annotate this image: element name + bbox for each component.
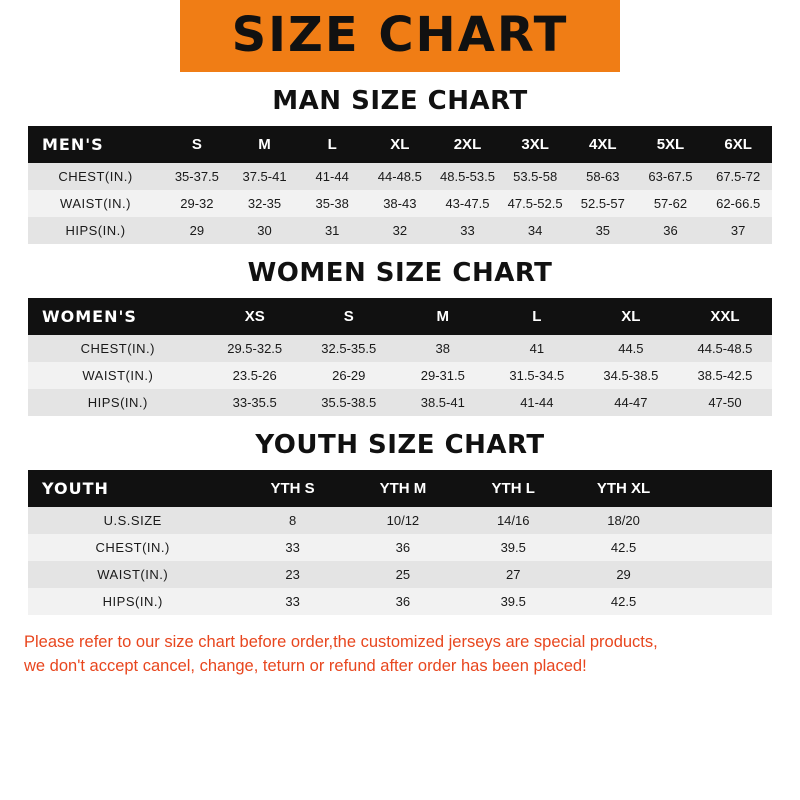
youth-col-3: YTH XL	[568, 470, 678, 507]
women-section-heading: WOMEN SIZE CHART	[247, 258, 553, 288]
men-row-0-label: CHEST(IN.)	[28, 163, 163, 190]
men-table-body	[28, 163, 772, 244]
youth-row-3-label: HIPS(IN.)	[28, 588, 237, 615]
men-r0c7: 63-67.5	[637, 163, 705, 190]
women-col-0: XS	[208, 298, 302, 335]
men-r2c7: 36	[637, 217, 705, 244]
table-row	[28, 335, 772, 362]
men-chart-wrap	[28, 126, 772, 244]
men-r0c1: 37.5-41	[231, 163, 299, 190]
table-row	[28, 588, 772, 615]
men-col-2: L	[298, 126, 366, 163]
youth-r1c3: 42.5	[568, 534, 678, 561]
men-col-8: 6XL	[704, 126, 772, 163]
table-row	[28, 217, 772, 244]
women-r0c3: 41	[490, 335, 584, 362]
youth-r0-spacer	[679, 507, 772, 534]
women-row-0-label: CHEST(IN.)	[28, 335, 208, 362]
women-r2c5: 47-50	[678, 389, 772, 416]
youth-r3c0: 33	[237, 588, 347, 615]
men-r1c8: 62-66.5	[704, 190, 772, 217]
women-r1c5: 38.5-42.5	[678, 362, 772, 389]
men-r1c4: 43-47.5	[434, 190, 502, 217]
men-r0c8: 67.5-72	[704, 163, 772, 190]
women-r0c5: 44.5-48.5	[678, 335, 772, 362]
men-corner-label: MEN'S	[28, 126, 163, 163]
men-col-5: 3XL	[501, 126, 569, 163]
youth-r0c1: 10/12	[348, 507, 458, 534]
women-r1c3: 31.5-34.5	[490, 362, 584, 389]
women-r2c2: 38.5-41	[396, 389, 490, 416]
page-title: SIZE CHART	[231, 7, 569, 63]
youth-col-2: YTH L	[458, 470, 568, 507]
men-section-heading: MAN SIZE CHART	[272, 86, 528, 116]
youth-r1c1: 36	[348, 534, 458, 561]
men-col-3: XL	[366, 126, 434, 163]
men-r1c0: 29-32	[163, 190, 231, 217]
men-r1c5: 47.5-52.5	[501, 190, 569, 217]
women-col-4: XL	[584, 298, 678, 335]
men-col-4: 2XL	[434, 126, 502, 163]
men-r2c3: 32	[366, 217, 434, 244]
women-col-1: S	[302, 298, 396, 335]
men-r0c4: 48.5-53.5	[434, 163, 502, 190]
youth-table-head	[28, 470, 772, 507]
table-row	[28, 507, 772, 534]
table-header-row	[28, 298, 772, 335]
women-row-2-label: HIPS(IN.)	[28, 389, 208, 416]
women-r2c1: 35.5-38.5	[302, 389, 396, 416]
men-r0c3: 44-48.5	[366, 163, 434, 190]
table-header-row	[28, 126, 772, 163]
youth-row-0-label: U.S.SIZE	[28, 507, 237, 534]
youth-r2c2: 27	[458, 561, 568, 588]
women-table-body	[28, 335, 772, 416]
women-corner-label: WOMEN'S	[28, 298, 208, 335]
men-r0c6: 58-63	[569, 163, 637, 190]
women-col-5: XXL	[678, 298, 772, 335]
women-r1c4: 34.5-38.5	[584, 362, 678, 389]
men-col-0: S	[163, 126, 231, 163]
men-r1c2: 35-38	[298, 190, 366, 217]
table-row	[28, 389, 772, 416]
women-r1c2: 29-31.5	[396, 362, 490, 389]
men-r1c3: 38-43	[366, 190, 434, 217]
men-r2c0: 29	[163, 217, 231, 244]
women-r0c1: 32.5-35.5	[302, 335, 396, 362]
men-size-table	[28, 126, 772, 244]
table-row	[28, 362, 772, 389]
men-r2c1: 30	[231, 217, 299, 244]
men-row-2-label: HIPS(IN.)	[28, 217, 163, 244]
table-header-row	[28, 470, 772, 507]
table-row	[28, 163, 772, 190]
youth-r2c1: 25	[348, 561, 458, 588]
youth-section-heading: YOUTH SIZE CHART	[255, 430, 545, 460]
women-r1c0: 23.5-26	[208, 362, 302, 389]
women-size-table	[28, 298, 772, 416]
women-r0c4: 44.5	[584, 335, 678, 362]
women-r0c2: 38	[396, 335, 490, 362]
women-table-head	[28, 298, 772, 335]
men-r0c0: 35-37.5	[163, 163, 231, 190]
youth-r3c1: 36	[348, 588, 458, 615]
youth-row-2-label: WAIST(IN.)	[28, 561, 237, 588]
youth-r0c2: 14/16	[458, 507, 568, 534]
youth-r2c3: 29	[568, 561, 678, 588]
men-table-head	[28, 126, 772, 163]
men-r0c2: 41-44	[298, 163, 366, 190]
youth-r2-spacer	[679, 561, 772, 588]
men-col-7: 5XL	[637, 126, 705, 163]
youth-r1c0: 33	[237, 534, 347, 561]
youth-r3c3: 42.5	[568, 588, 678, 615]
men-r2c5: 34	[501, 217, 569, 244]
men-r2c8: 37	[704, 217, 772, 244]
men-r2c4: 33	[434, 217, 502, 244]
table-row	[28, 534, 772, 561]
youth-r1c2: 39.5	[458, 534, 568, 561]
women-col-3: L	[490, 298, 584, 335]
youth-r3-spacer	[679, 588, 772, 615]
men-r1c6: 52.5-57	[569, 190, 637, 217]
youth-size-table	[28, 470, 772, 615]
youth-col-0: YTH S	[237, 470, 347, 507]
men-r2c6: 35	[569, 217, 637, 244]
note-line-1: Please refer to our size chart before order,the customized jerseys are special products,	[24, 633, 658, 651]
youth-r0c0: 8	[237, 507, 347, 534]
youth-chart-wrap	[28, 470, 772, 615]
youth-r1-spacer	[679, 534, 772, 561]
women-r1c1: 26-29	[302, 362, 396, 389]
men-row-1-label: WAIST(IN.)	[28, 190, 163, 217]
youth-corner-label: YOUTH	[28, 470, 237, 507]
men-col-1: M	[231, 126, 299, 163]
youth-table-body	[28, 507, 772, 615]
men-r2c2: 31	[298, 217, 366, 244]
youth-r0c3: 18/20	[568, 507, 678, 534]
table-row	[28, 561, 772, 588]
women-r2c4: 44-47	[584, 389, 678, 416]
women-r2c3: 41-44	[490, 389, 584, 416]
youth-row-1-label: CHEST(IN.)	[28, 534, 237, 561]
note-line-2: we don't accept cancel, change, teturn or refund after order has been placed!	[24, 656, 587, 675]
men-r0c5: 53.5-58	[501, 163, 569, 190]
youth-r2c0: 23	[237, 561, 347, 588]
youth-col-1: YTH M	[348, 470, 458, 507]
women-col-2: M	[396, 298, 490, 335]
women-row-1-label: WAIST(IN.)	[28, 362, 208, 389]
women-r0c0: 29.5-32.5	[208, 335, 302, 362]
table-row	[28, 190, 772, 217]
youth-col-spacer	[679, 470, 772, 507]
youth-r3c2: 39.5	[458, 588, 568, 615]
women-r2c0: 33-35.5	[208, 389, 302, 416]
men-col-6: 4XL	[569, 126, 637, 163]
header-banner	[0, 0, 800, 72]
order-policy-note	[24, 631, 776, 679]
men-r1c1: 32-35	[231, 190, 299, 217]
men-r1c7: 57-62	[637, 190, 705, 217]
women-chart-wrap	[28, 298, 772, 416]
